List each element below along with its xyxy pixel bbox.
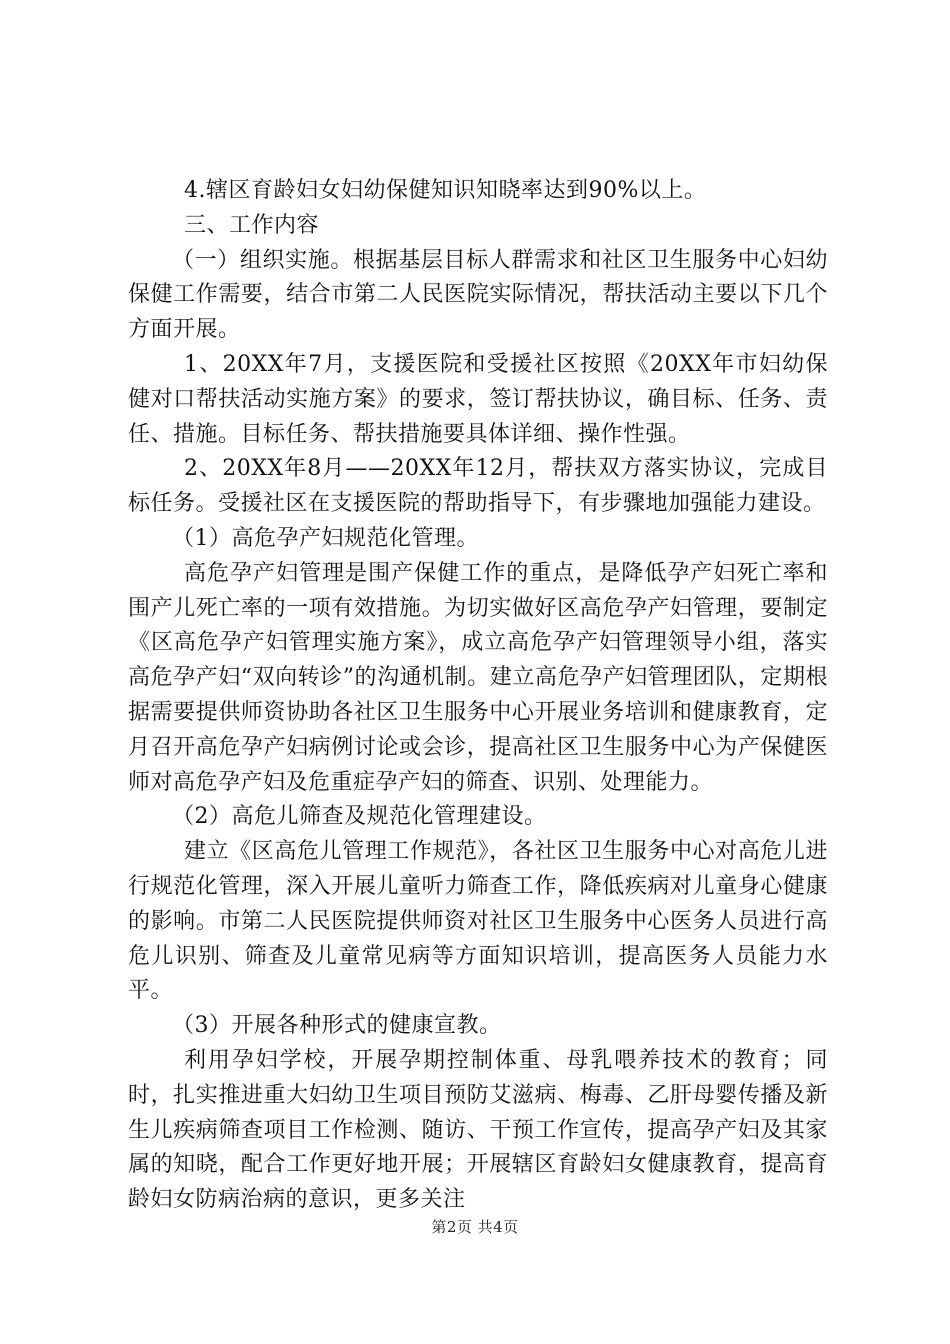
subheading-high-risk-infant: （2）高危儿筛查及规范化管理建设。 [172, 804, 547, 830]
paragraph-step-2: 2、20XX年8月——20XX年12月，帮扶双方落实协议，完成目标任务。受援社区在支援医院的帮助指导下，有步骤地加强能力建设。 [128, 456, 828, 517]
paragraph-high-risk-infant: 建立《区高危儿管理工作规范》，各社区卫生服务中心对高危儿进行规范化管理，深入开展儿童听力筛查工作，降低疾病对儿童身心健康的影响。市第二人民医院提供师资对社区卫生服务中心医务人员进行高危儿识别、筛查及儿童常见病等方面知识培训，提高医务人员能力水平。 [128, 839, 828, 1004]
document-body [128, 174, 828, 1218]
subheading-high-risk-pregnancy: （1）高危孕产妇规范化管理。 [172, 525, 479, 551]
paragraph-step-1: 1、20XX年7月，支援医院和受援社区按照《20XX年市妇幼保健对口帮扶活动实施方案》的要求，签订帮扶协议，确目标、任务、责任、措施。目标任务、帮扶措施要具体详细、操作性强。 [128, 351, 828, 447]
section-heading-work-content: 三、工作内容 [184, 212, 320, 238]
paragraph-target-4: 4.辖区育龄妇女妇幼保健知识知晓率达到90%以上。 [184, 178, 707, 203]
paragraph-high-risk-pregnancy: 高危孕产妇管理是围产保健工作的重点，是降低孕产妇死亡率和围产儿死亡率的一项有效措施。为切实做好区高危孕产妇管理，要制定《区高危孕产妇管理实施方案》，成立高危孕产妇管理领导小组，落实高危孕产妇“双向转诊”的沟通机制。建立高危孕产妇管理团队，定期根据需要提供师资协助各社区卫生服务中心开展业务培训和健康教育，定月召开高危孕产妇病例讨论或会诊，提高社区卫生服务中心为产保健医师对高危孕产妇及危重症孕产妇的筛查、识别、处理能力。 [128, 560, 828, 795]
paragraph-health-education: 利用孕妇学校，开展孕期控制体重、母乳喂养技术的教育；同时，扎实推进重大妇幼卫生项目预防艾滋病、梅毒、乙肝母婴传播及新生儿疾病筛查项目工作检测、随访、干预工作宣传，提高孕产妇及其家属的知晓，配合工作更好地开展；开展辖区育龄妇女健康教育，提高育龄妇女防病治病的意识，更多关注 [128, 1047, 828, 1213]
page-number-footer: 第2页 共4页 [431, 1218, 519, 1236]
subheading-health-education: （3）开展各种形式的健康宣教。 [172, 1013, 502, 1039]
paragraph-organization: （一）组织实施。根据基层目标人群需求和社区卫生服务中心妇幼保健工作需要，结合市第二人民医院实际情况，帮扶活动主要以下几个方面开展。 [128, 247, 828, 343]
